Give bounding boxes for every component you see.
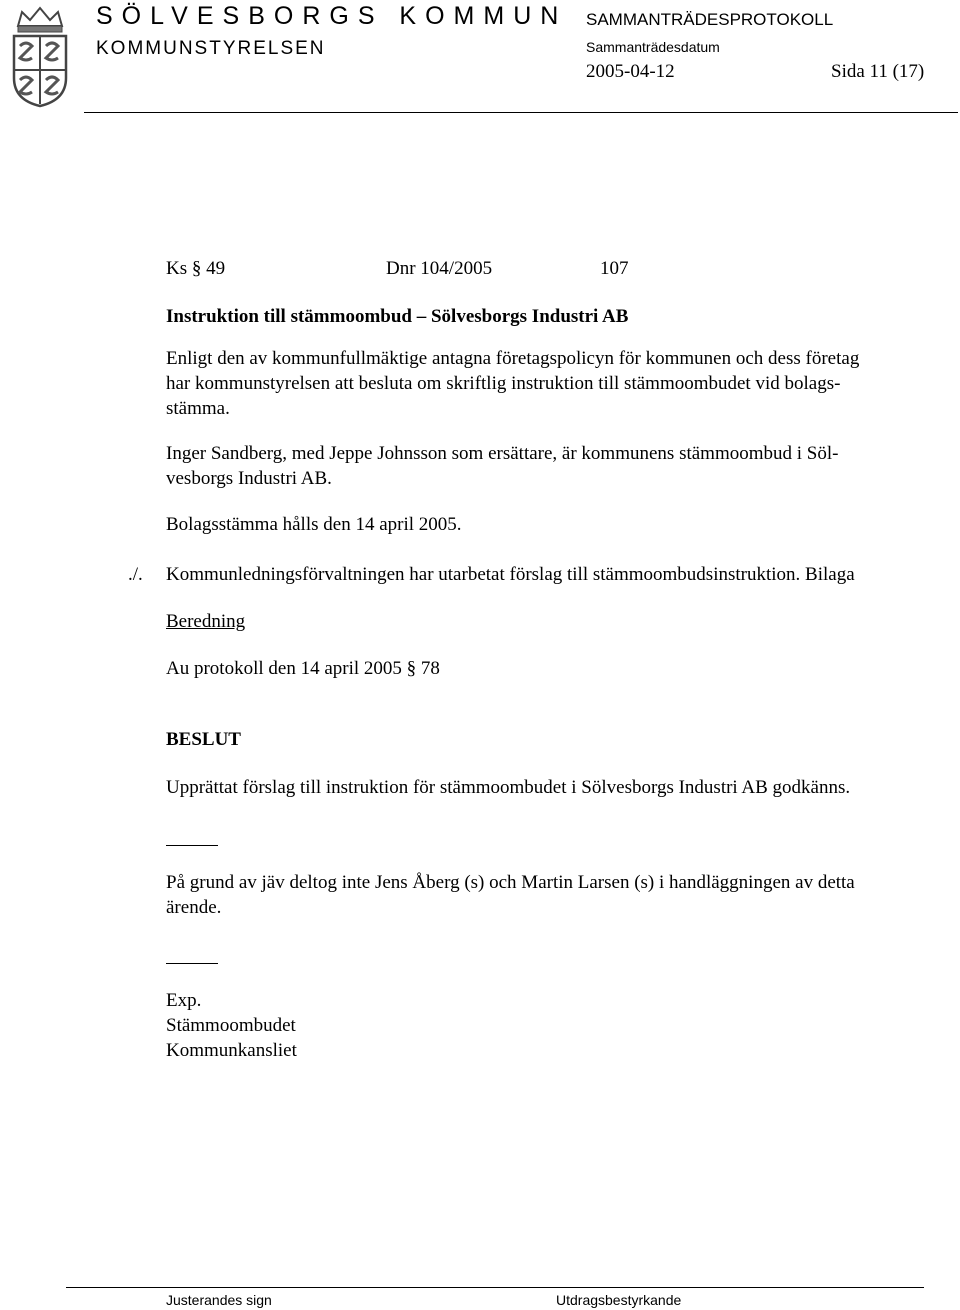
disqualification-note: [166, 870, 916, 920]
beredning-reference: Au protokoll den 14 april 2005 § 78: [166, 658, 440, 679]
text-line: Inger Sandberg, med Jeppe Johnsson som ersättare, är kommunens stämmoombud i Söl-: [166, 443, 839, 464]
paragraph-proposal: Kommunledningsförvaltningen har utarbetat förslag till stämmoombudsinstruktion. Bilaga: [166, 564, 855, 585]
decision-heading: BESLUT: [166, 729, 241, 750]
distribution-label: Exp.: [166, 990, 202, 1011]
case-diary-number: Dnr 104/2005: [386, 258, 493, 279]
case-paragraph-number: Ks § 49: [166, 258, 226, 279]
section-divider: [166, 963, 218, 964]
text-line: har kommunstyrelsen att besluta om skriftlig instruktion till stämmoombudet vid bolags-: [166, 373, 841, 394]
distribution-recipient: Stämmoombudet: [166, 1015, 296, 1036]
footer-divider: [66, 1287, 924, 1288]
distribution-list: [166, 988, 916, 1063]
attachment-marker: ./.: [128, 564, 143, 585]
municipality-name: SÖLVESBORGS KOMMUN: [96, 2, 568, 30]
beredning-heading: Beredning: [166, 611, 246, 632]
text-line: På grund av jäv deltog inte Jens Åberg (s) och Martin Larsen (s) i handläggningen av detta: [166, 872, 855, 893]
case-title: Instruktion till stämmoombud – Sölvesborgs Industri AB: [166, 306, 629, 327]
header-divider: [84, 112, 958, 113]
text-line: stämma.: [166, 398, 230, 419]
board-name: KOMMUNSTYRELSEN: [96, 38, 326, 59]
text-line: Enligt den av kommunfullmäktige antagna företagspolicyn för kommunen och dess företag: [166, 348, 860, 369]
meeting-date-label: Sammanträdesdatum: [586, 39, 720, 55]
text-line: ärende.: [166, 897, 222, 918]
meeting-date: 2005-04-12: [586, 61, 675, 82]
document-type: SAMMANTRÄDESPROTOKOLL: [586, 10, 834, 29]
decision-text: Upprättat förslag till instruktion för stämmoombudet i Sölvesborgs Industri AB godkänns.: [166, 777, 851, 798]
distribution-recipient: Kommunkansliet: [166, 1040, 297, 1061]
signature-label-justerandes: Justerandes sign: [166, 1292, 272, 1308]
page-number: Sida 11 (17): [831, 61, 925, 82]
coat-of-arms-logo: [8, 4, 72, 108]
text-line: vesborgs Industri AB.: [166, 468, 332, 489]
paragraph-policy: [166, 346, 916, 421]
case-code: 107: [600, 258, 629, 279]
paragraph-meeting-date: Bolagsstämma hålls den 14 april 2005.: [166, 514, 462, 535]
section-divider: [166, 845, 218, 846]
signature-label-utdragsbestyrkande: Utdragsbestyrkande: [556, 1292, 682, 1308]
paragraph-representative: [166, 441, 916, 491]
